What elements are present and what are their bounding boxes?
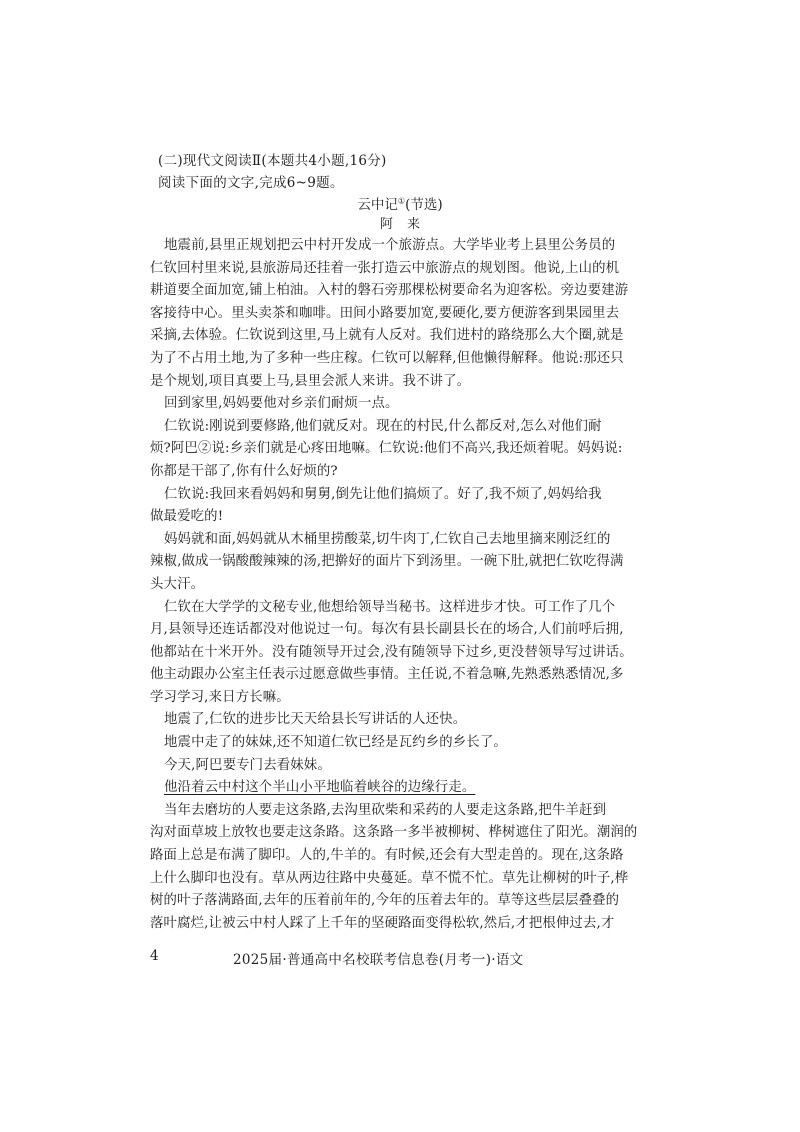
section-heading: (二)现代文阅读Ⅱ(本题共4小题,16分): [158, 153, 387, 169]
publication-title: 2025届·普通高中名校联考信息卷(月考一)·语文: [233, 952, 524, 968]
page-footer: [0, 948, 800, 968]
text-line: 当年去磨坊的人要走这条路,去沟里砍柴和采药的人要走这条路,把牛羊赶到: [164, 802, 607, 818]
text-line: 为了不占用土地,为了多种一些庄稼。仁钦可以解释,但他懒得解释。他说:那还只: [150, 350, 624, 366]
text-line: 回到家里,妈妈要他对乡亲们耐烦一点。: [164, 396, 399, 412]
text-line: 仁钦说:我回来看妈妈和舅舅,倒先让他们搞烦了。好了,我不烦了,妈妈给我: [164, 486, 602, 502]
text-line: 头大汗。: [150, 576, 205, 592]
text-line: 仁钦在大学学的文秘专业,他想给领导当秘书。这样进步才快。可工作了几个: [164, 599, 616, 615]
article-author: 阿来: [379, 217, 434, 232]
text-line: 地震了,仁钦的进步比天天给县长写讲话的人还快。: [164, 712, 467, 728]
text-line: 采摘,去体验。仁钦说到这里,马上就有人反对。我们进村的路绕那么大个圈,就是: [150, 328, 624, 344]
text-line: 今天,阿巴要专门去看妹妹。: [164, 757, 331, 773]
text-line: 树的叶子落满路面,去年的压着前年的,今年的压着去年的。草等这些层层叠叠的: [150, 893, 620, 909]
text-line: 是个规划,项目真要上马,县里会派人来讲。我不讲了。: [150, 373, 471, 389]
article-title: 云中记: [357, 197, 398, 213]
article-body: [150, 235, 640, 935]
text-line: 他都站在十米开外。没有随领导开过会,没有随领导下过乡,更没替领导写过讲话。: [150, 644, 633, 660]
text-line: 妈妈就和面,妈妈就从木桶里捞酸菜,切牛肉丁,仁钦自己去地里摘来刚泛红的: [164, 531, 611, 547]
page-number: 4: [150, 948, 159, 964]
text-line: 客接待中心。里头卖茶和咖啡。田间小路要加宽,要硬化,要方便游客到果园里去: [150, 305, 620, 321]
text-line: 学习学习,来日方长嘛。: [150, 689, 290, 705]
text-line: 路面上总是布满了脚印。人的,牛羊的。有时候,还会有大型走兽的。现在,这条路: [150, 848, 624, 864]
reading-instruction: 阅读下面的文字,完成6~9题。: [158, 175, 344, 191]
text-line: 你都是干部了,你有什么好烦的?: [150, 463, 338, 479]
excerpt-note: (节选): [405, 197, 443, 213]
text-line: 做最爱吃的!: [150, 509, 224, 525]
text-line: 耕道要全面加宽,铺上柏油。入村的磐石旁那棵松树要命名为迎客松。旁边要建游: [150, 283, 629, 299]
text-line: 沟对面草坡上放牧也要走这条路。这条路一多半被柳树、桦树遮住了阳光。潮润的: [150, 825, 638, 841]
text-line: 烦?阿巴②说:乡亲们就是心疼田地嘛。仁钦说:他们不高兴,我还烦着呢。妈妈说:: [150, 441, 623, 457]
text-line: 上什么脚印也没有。草从两边往路中央蔓延。草不慌不忙。草先让柳树的叶子,桦: [150, 870, 629, 886]
text-line: 仁钦回村里来说,县旅游局还挂着一张打造云中旅游点的规划图。他说,上山的机: [150, 260, 620, 276]
text-line: 落叶腐烂,让被云中村人踩了上千年的坚硬路面变得松软,然后,才把根伸过去,才: [150, 915, 615, 931]
text-line: 辣椒,做成一锅酸酸辣辣的汤,把擀好的面片下到汤里。一碗下肚,就把仁钦吃得满: [150, 554, 624, 570]
text-line: 他主动跟办公室主任表示过愿意做些事情。主任说,不着急嘛,先熟悉熟悉情况,多: [150, 667, 624, 683]
article-title-line: [0, 193, 800, 213]
text-line: 地震中走了的妹妹,还不知道仁钦已经是瓦约乡的乡长了。: [164, 735, 507, 751]
text-line: 仁钦说:刚说到要修路,他们就反对。现在的村民,什么都反对,怎么对他们耐: [164, 418, 602, 434]
text-line: 地震前,县里正规划把云中村开发成一个旅游点。大学毕业考上县里公务员的: [164, 238, 616, 253]
underlined-sentence: 他沿着云中村这个半山小平地临着峡谷的边缘行走。: [164, 780, 476, 796]
underlined-text-line: [150, 777, 640, 800]
title-footnote-mark: ①: [397, 196, 406, 206]
text-line: 月,县领导还连话都没对他说过一句。每次有县长副县长在的场合,人们前呼后拥,: [150, 622, 624, 638]
